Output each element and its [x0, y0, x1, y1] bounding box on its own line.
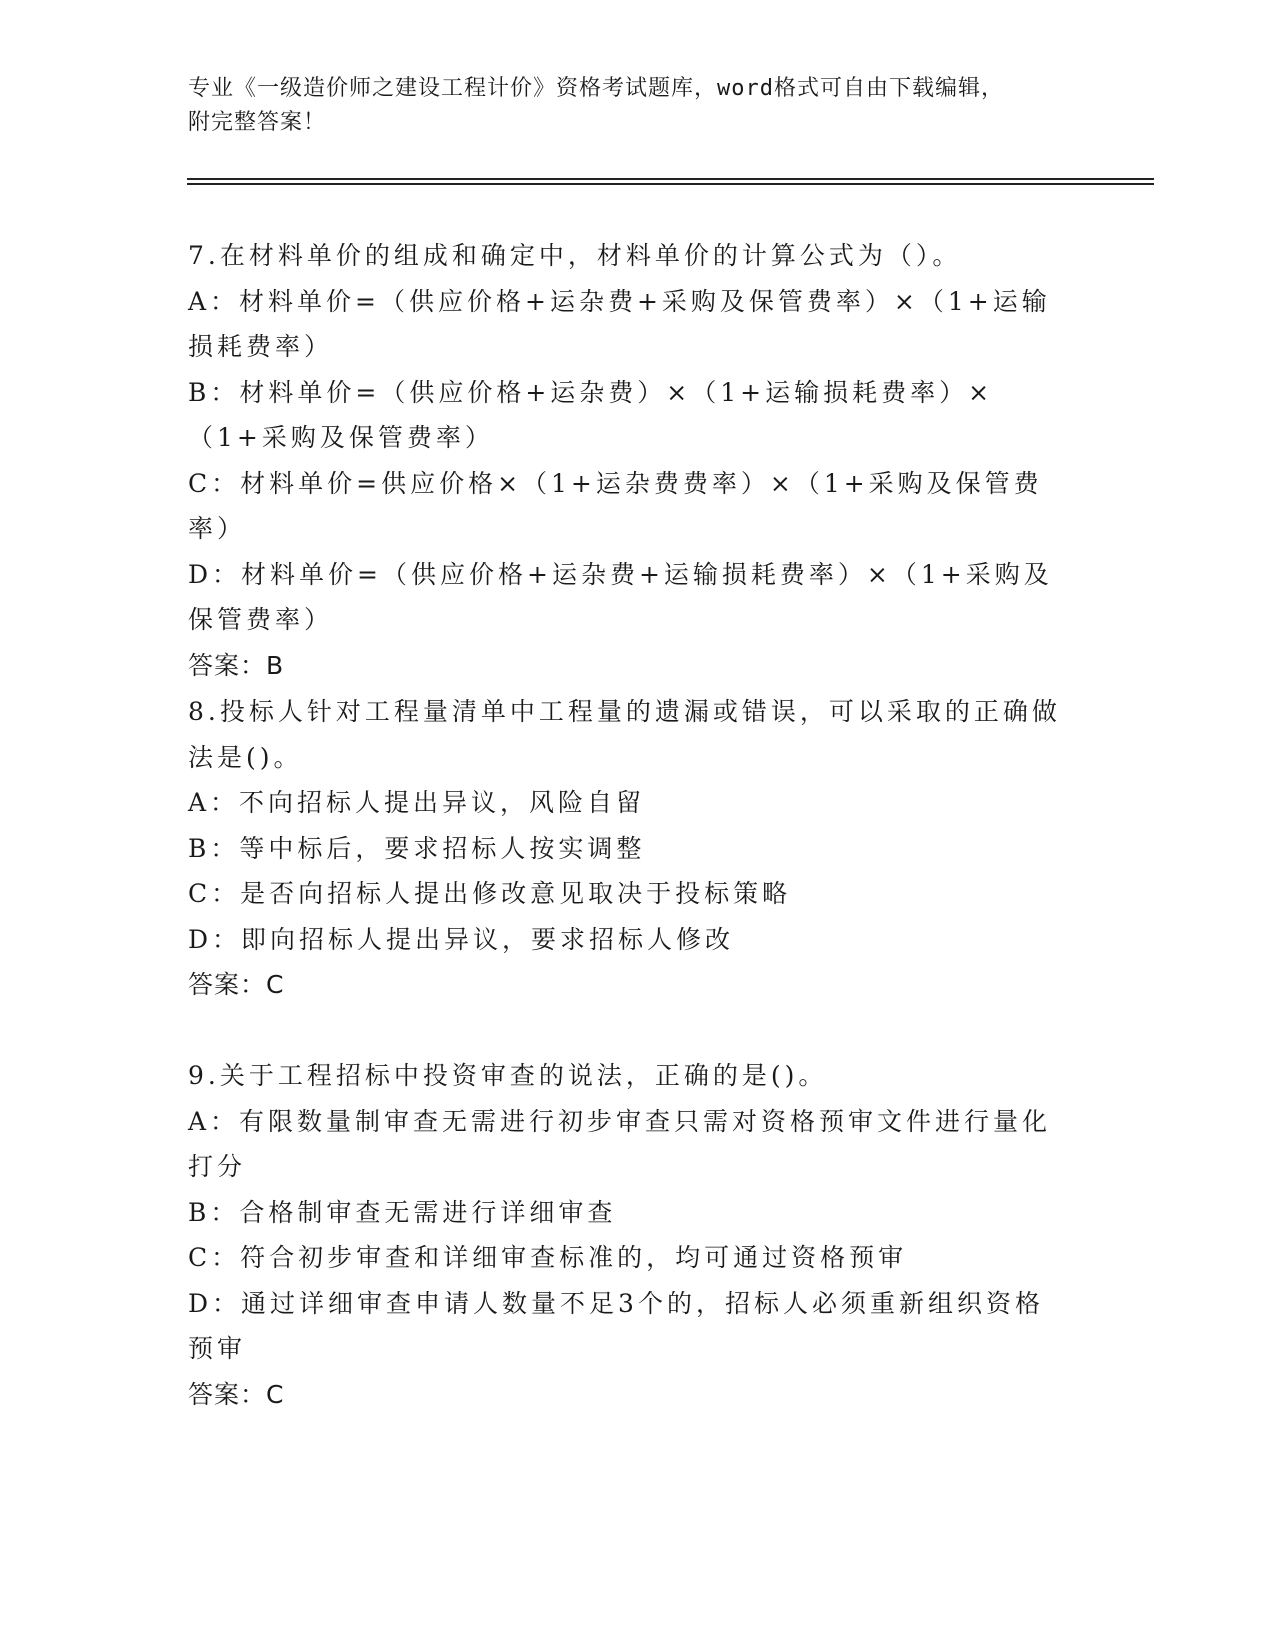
header-divider-bottom: [187, 183, 1154, 185]
question-8: [188, 689, 1068, 1008]
option-d: D：通过详细审查申请人数量不足3个的，招标人必须重新组织资格预审: [188, 1288, 1044, 1363]
option-b: B：等中标后，要求招标人按实调整: [188, 833, 646, 863]
answer-label: 答案：C: [188, 1379, 285, 1409]
answer-label: 答案：C: [188, 970, 285, 999]
question-stem: 8.投标人针对工程量清单中工程量的遗漏或错误，可以采取的正确做法是()。: [188, 697, 1061, 772]
option-d: D：材料单价=（供应价格+运杂费+运输损耗费率）×（1+采购及保管费率）: [188, 559, 1053, 634]
header-line-2: 附完整答案！: [188, 110, 327, 135]
question-stem: 9.关于工程招标中投资审查的说法，正确的是()。: [188, 1061, 828, 1090]
question-stem: 7.在材料单价的组成和确定中，材料单价的计算公式为（）。: [188, 241, 962, 270]
option-d: D：即向招标人提出异议，要求招标人修改: [188, 924, 735, 954]
answer-label: 答案：B: [188, 650, 285, 680]
document-header: [188, 72, 1088, 140]
header-line-1: 专业《一级造价师之建设工程计价》资格考试题库，word格式可自由下载编辑，: [188, 76, 1004, 101]
option-a: A：有限数量制审查无需进行初步审查只需对资格预审文件进行量化打分: [188, 1106, 1052, 1181]
option-a: A：不向招标人提出异议，风险自留: [188, 788, 646, 817]
option-c: C：是否向招标人提出修改意见取决于投标策略: [188, 879, 792, 908]
option-b: B：合格制审查无需进行详细审查: [188, 1197, 617, 1227]
header-divider-top: [187, 178, 1154, 180]
question-9: [188, 1053, 1068, 1417]
option-a: A：材料单价=（供应价格+运杂费+采购及保管费率）×（1+运输损耗费率）: [188, 286, 1051, 361]
option-c: C：符合初步审查和详细审查标准的，均可通过资格预审: [188, 1243, 908, 1272]
question-7: [188, 233, 1068, 688]
option-c: C：材料单价=供应价格×（1+运杂费费率）×（1+采购及保管费率）: [188, 468, 1043, 543]
option-b: B：材料单价=（供应价格+运杂费）×（1+运输损耗费率）×（1+采购及保管费率）: [188, 377, 994, 452]
